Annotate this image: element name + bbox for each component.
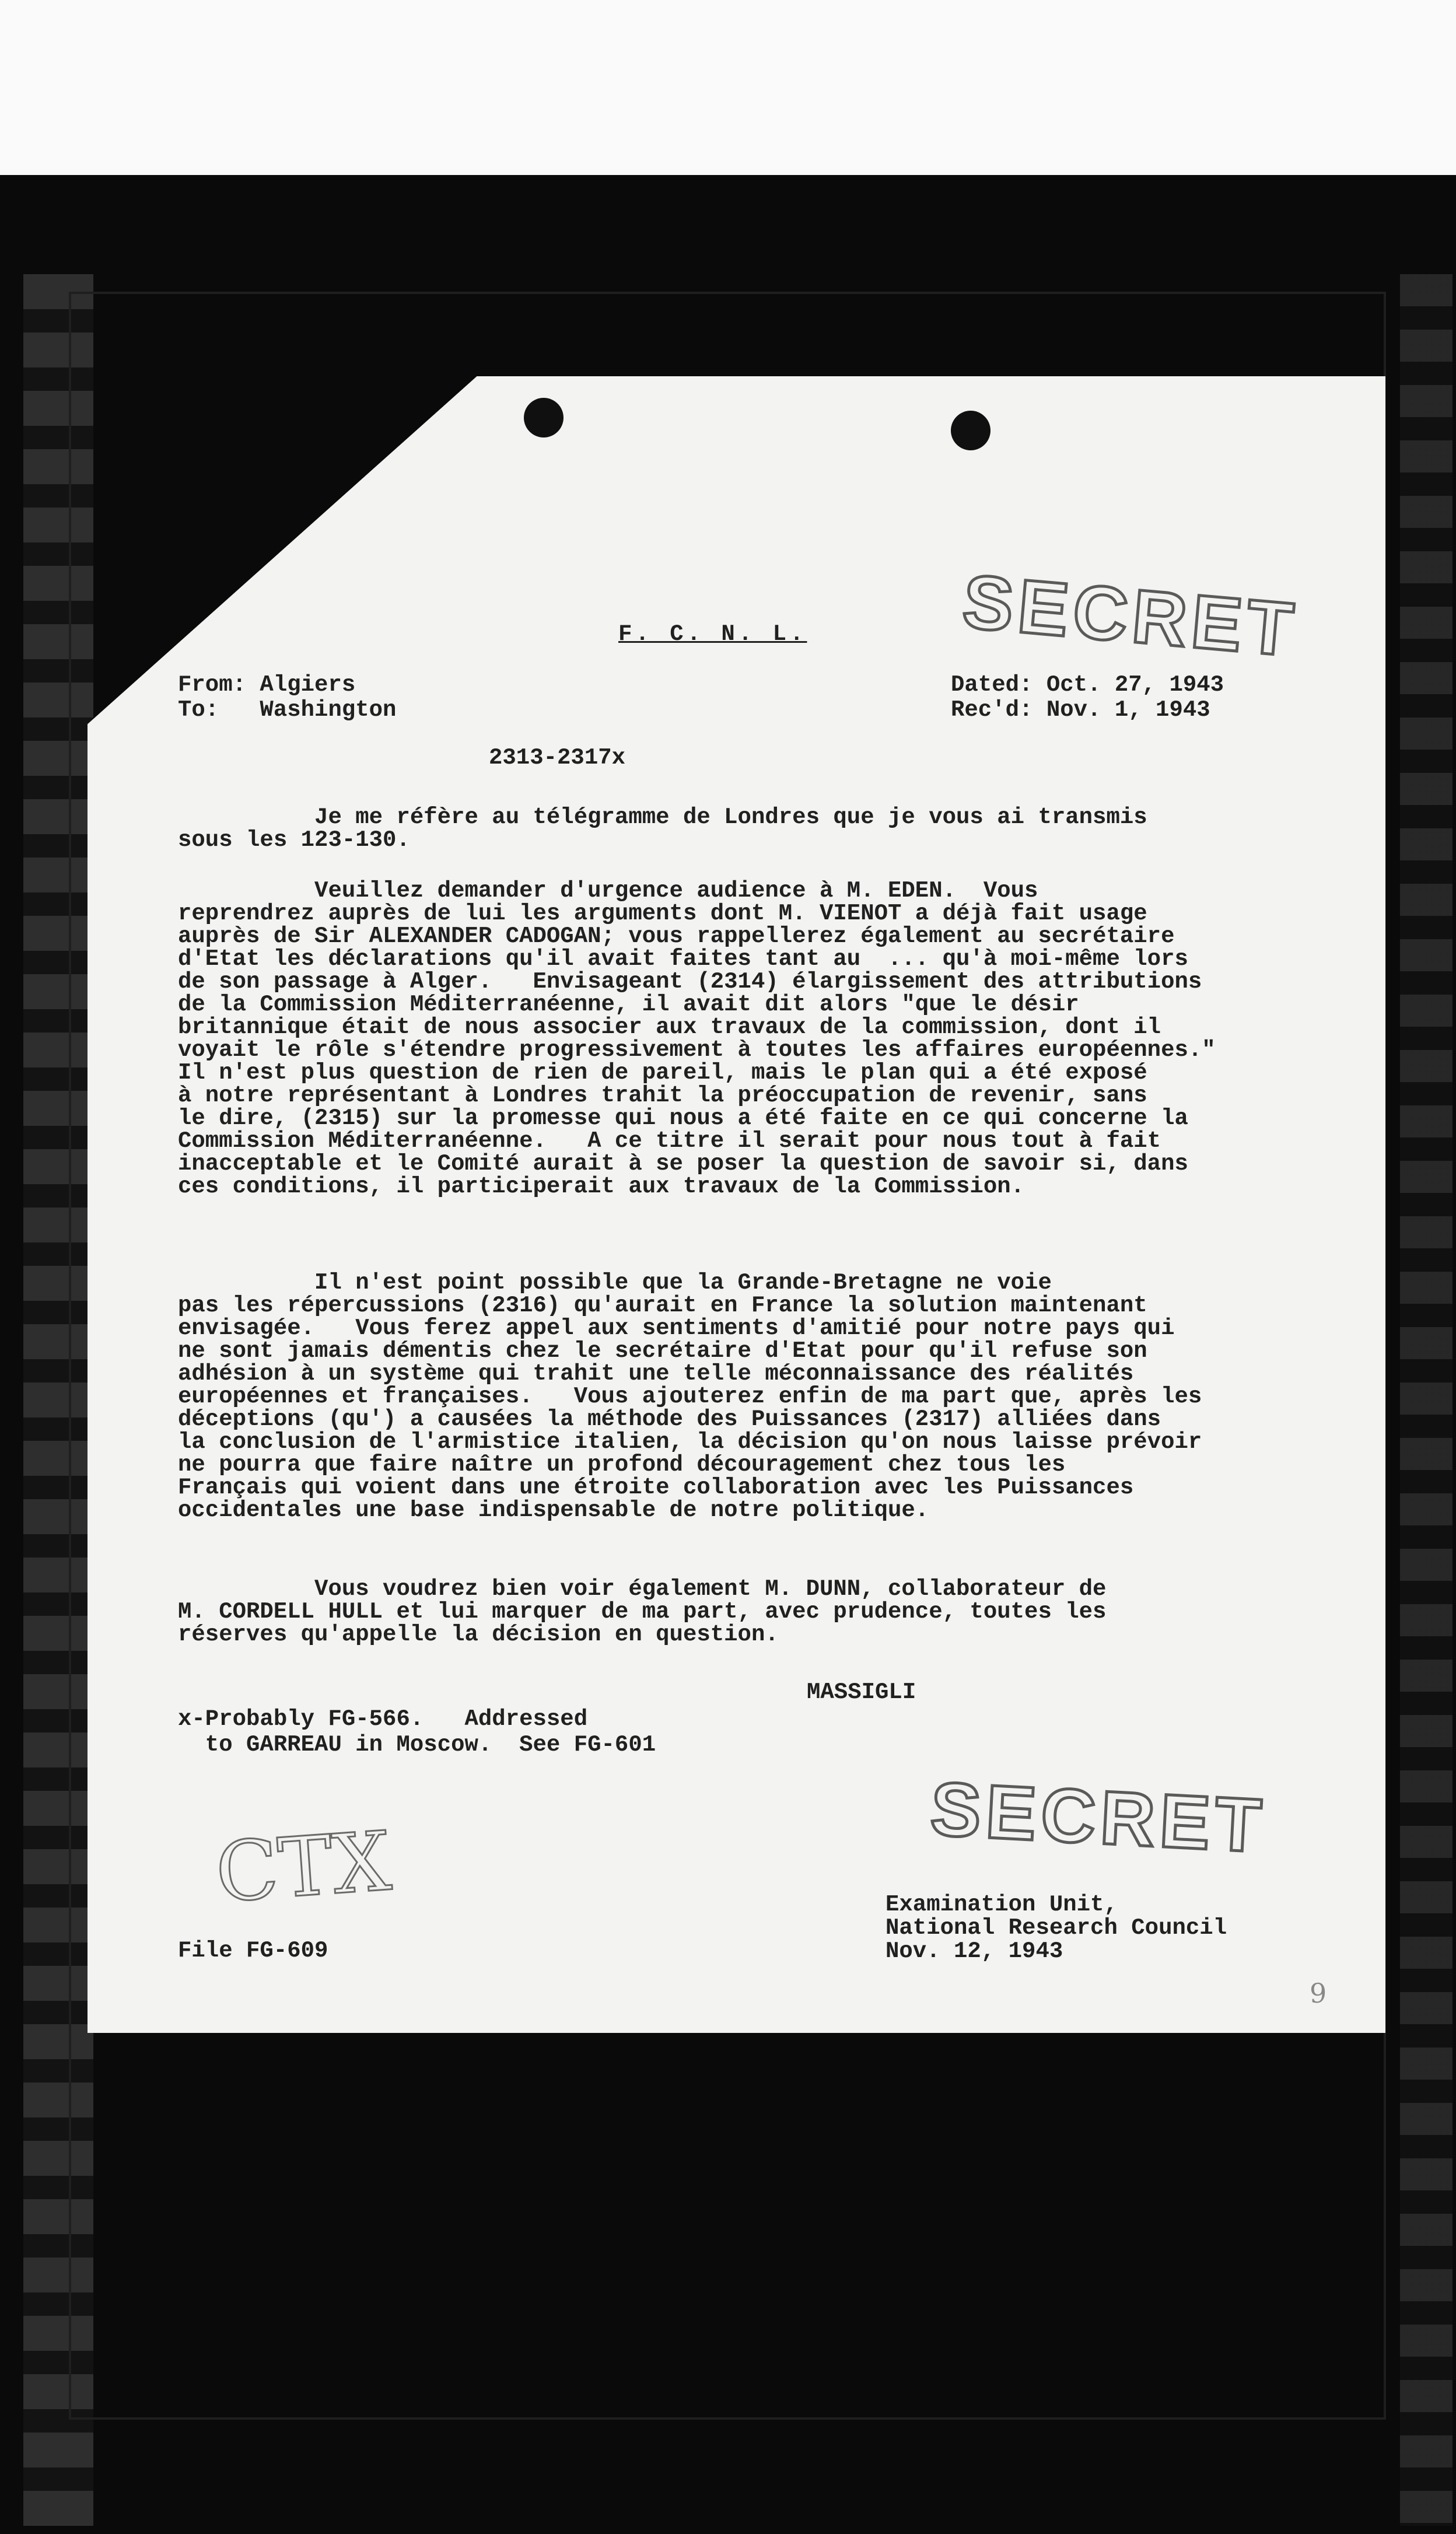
signature: MASSIGLI	[807, 1679, 916, 1705]
body-paragraph-3: Il n'est point possible que la Grande-Bretagne ne voie pas les répercussions (2316) qu'aurait en France la solution maintenant envisagée. Vous ferez appel aux sentiments d'amitié pour notre pays qui ne sont jamais démentis chez le secrétaire d'Etat pour qu'il refuse son adhésion à un système qui trahit une telle méconnaissance des réalités européennes et françaises. Vous ajouterez enfin de ma part que, après les déceptions (qu') a causées la méthode des Puissances (2317) alliées dans la conclusion de l'armistice italien, la décision qu'on nous laisse prévoir ne pourra que faire naître un profond découragement chez tous les Français qui voient dans une étroite collaboration avec les Puissances occidentales une base indispensable de notre politique.	[178, 1270, 1202, 1523]
from-line: From: Algiers	[178, 672, 356, 698]
body-paragraph-2: Veuillez demander d'urgence audience à M. EDEN. Vous reprendrez auprès de lui les arguments dont M. VIENOT a déjà fait usage auprès de Sir ALEXANDER CADOGAN; vous rappellerez également au secrétaire d'Etat les déclarations qu'il avait faites tant au ... qu'à moi-même lors de son passage à Alger. Envisageant (2314) élargissement des attributions de la Commission Méditerranéenne, il avait dit alors "que le désir britannique était de nous associer aux travaux de la commission, dont il voyait le rôle s'étendre progressivement à toutes les affaires européennes." Il n'est plus question de rien de pareil, mais le plan qui a été exposé à notre représentant à Londres trahit la préoccupation de revenir, sans le dire, (2315) sur la promesse qui nous a été faite en ce qui concerne la Commission Méditerranéenne. A ce titre il serait pour nous tout à fait inacceptable et le Comité aurait à se poser la question de savoir si, dans ces conditions, il participerait aux travaux de la Commission.	[178, 878, 1216, 1199]
secret-stamp-bottom: SECRET	[928, 1766, 1268, 1868]
film-leader-band	[0, 0, 1456, 175]
secret-stamp-top: SECRET	[959, 558, 1301, 673]
file-reference: File FG-609	[178, 1938, 328, 1964]
page-number-mark: 9	[1310, 1978, 1327, 2009]
film-sprocket-strip-right	[1400, 274, 1452, 2526]
handwritten-initials: CTX	[212, 1814, 394, 1922]
dated-line: Dated: Oct. 27, 1943	[951, 672, 1224, 698]
body-paragraph-4: Vous voudrez bien voir également M. DUNN, collaborateur de M. CORDELL HULL et lui marquer de ma part, avec prudence, toutes les réserves qu'appelle la décision en question.	[178, 1576, 1107, 1647]
document-title: F. C. N. L.	[618, 621, 807, 647]
message-number: 2313-2317x	[489, 745, 626, 771]
received-line: Rec'd: Nov. 1, 1943	[951, 697, 1210, 723]
punch-hole-left	[524, 398, 564, 438]
body-paragraph-1: Je me réfère au télégramme de Londres que je vous ai transmis sous les 123-130.	[178, 804, 1147, 853]
examination-unit-block: Examination Unit, National Research Council Nov. 12, 1943	[886, 1892, 1227, 1964]
footnote: x-Probably FG-566. Addressed to GARREAU in Moscow. See FG-601	[178, 1706, 656, 1758]
to-line: To: Washington	[178, 697, 397, 723]
punch-hole-right	[951, 411, 991, 450]
